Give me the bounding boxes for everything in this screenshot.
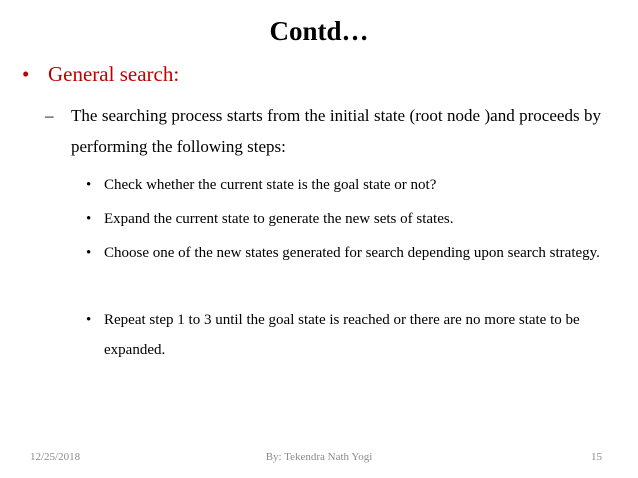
- bullet-marker: •: [22, 62, 30, 86]
- step-item-4: [86, 305, 601, 365]
- step-text: Check whether the current state is the goal state or not?: [104, 177, 437, 193]
- step-bullet: •: [86, 312, 92, 328]
- slide-title: Contd…: [269, 16, 369, 46]
- footer-date: 12/25/2018: [30, 451, 81, 463]
- step-text: Repeat step 1 to 3 until the goal state is reached or there are no more state to be expanded.: [104, 312, 580, 358]
- sub-bullet-text: The searching process starts from the initial state (root node )and proceeds by performing the following steps:: [71, 106, 601, 156]
- footer-author: By: Tekendra Nath Yogi: [265, 451, 373, 463]
- sub-bullet-searching-process: [45, 100, 601, 162]
- footer-page-number: 15: [591, 451, 602, 463]
- bullet-text: General search:: [48, 62, 180, 86]
- step-text: Expand the current state to generate the new sets of states.: [104, 211, 454, 227]
- step-item-3: [86, 238, 601, 268]
- step-text: Choose one of the new states generated for search depending upon search strategy.: [104, 245, 600, 261]
- step-item-1: [86, 170, 601, 200]
- dash-marker: –: [45, 106, 54, 125]
- step-bullet: •: [86, 177, 92, 193]
- step-bullet: •: [86, 245, 92, 261]
- bullet-general-search: [22, 60, 179, 88]
- step-bullet: •: [86, 211, 92, 227]
- step-item-2: [86, 204, 601, 234]
